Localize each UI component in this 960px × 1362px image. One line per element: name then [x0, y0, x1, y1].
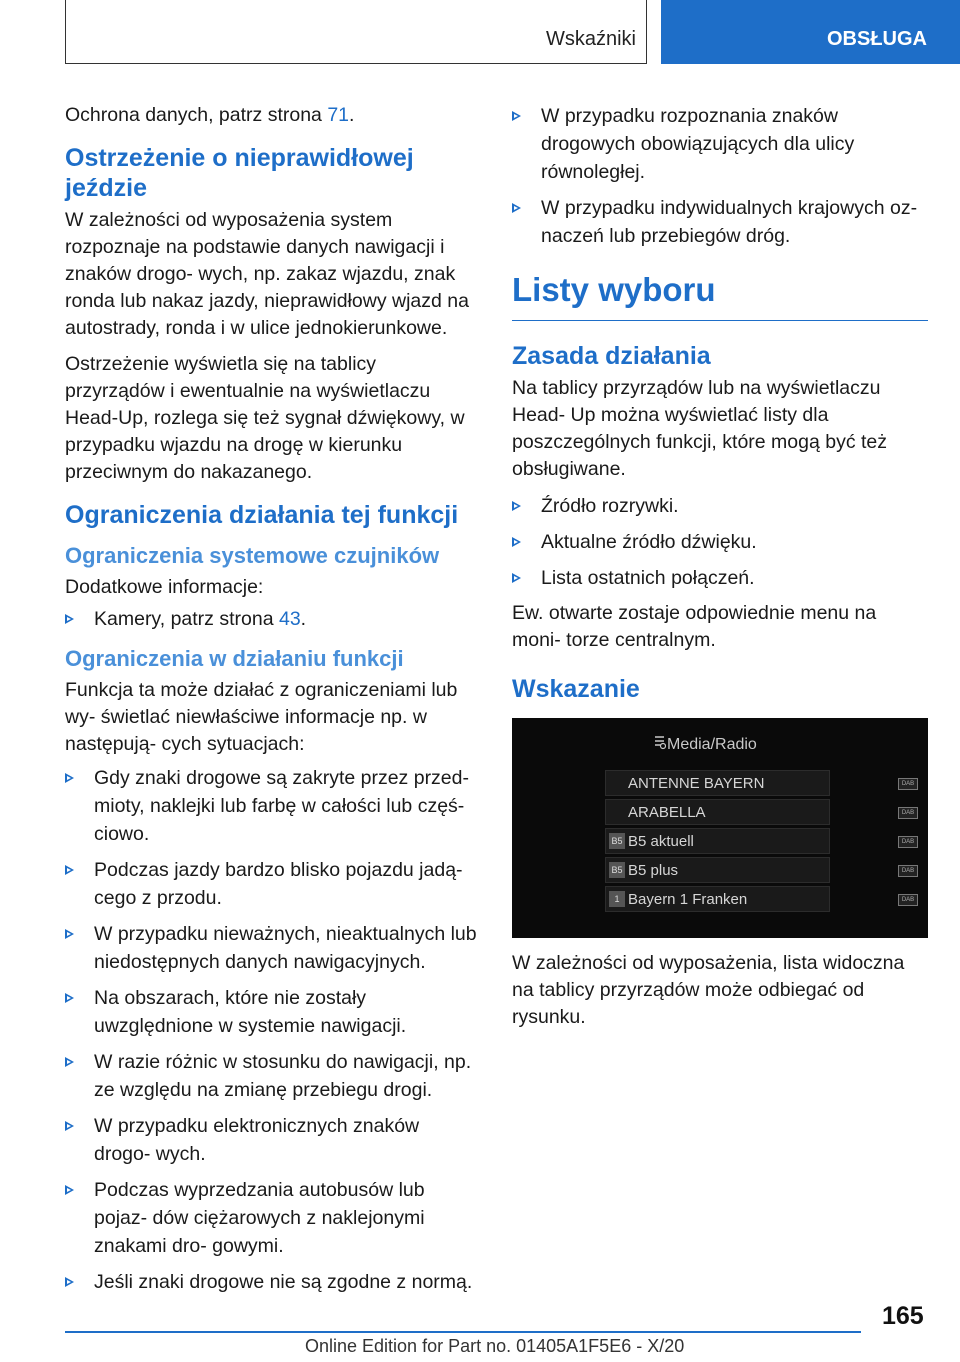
triangle-bullet-icon	[512, 111, 521, 121]
dab-badge: DAB	[898, 894, 918, 906]
header-section-title: Wskaźniki	[545, 28, 636, 50]
paragraph-central-monitor: Ew. otwarte zostaje odpowiednie menu na moni- torze centralnym.	[512, 602, 877, 651]
figure-caption: W zależności od wyposażenia, lista widoczna na tablicy przyrządów może odbiegać od rysunku.	[512, 952, 905, 1028]
station-list	[605, 770, 915, 915]
station-logo: B5	[609, 833, 625, 849]
list-item: Aktualne źródło dźwięku.	[512, 528, 928, 556]
triangle-bullet-icon	[512, 573, 521, 583]
right-column	[512, 102, 928, 1040]
heading-function-limits: Ograniczenia działania tej funkcji	[65, 501, 459, 529]
triangle-bullet-icon	[65, 1277, 74, 1287]
triangle-bullet-icon	[512, 537, 521, 547]
list-item: W przypadku indywidualnych krajowych oz- naczeń lub przebiegów dróg.	[512, 194, 928, 250]
left-column	[65, 102, 478, 1304]
list-item: Źródło rozrywki.	[512, 492, 928, 520]
heading-sensor-limits: Ograniczenia systemowe czujników	[65, 543, 440, 568]
station-row	[605, 857, 915, 883]
dab-badge: DAB	[898, 778, 918, 790]
selection-list-types	[512, 492, 928, 592]
list-item: Gdy znaki drogowe są zakryte przez przed- mioty, naklejki lub farbę w całości lub częś- ciowo.	[65, 764, 478, 848]
footer-edition: Online Edition for Part no. 01405A1F5E6 - X/20	[305, 1336, 685, 1356]
paragraph-principle: Na tablicy przyrządów lub na wyświetlaczu Head- Up można wyświetlać listy dla poszczególnych funkcji, które mogą być też obsługiwane.	[512, 377, 888, 480]
triangle-bullet-icon	[512, 203, 521, 213]
header-chapter-tab	[661, 0, 960, 64]
paragraph-wrong-way-2: Ostrzeżenie wyświetla się na tablicy przyrządów i ewentualnie na wyświetlaczu Head-Up, rozlega się też sygnał dźwiękowy, w przypadku wjazdu na drogę w kierunku przeciwnym do nakazanego.	[65, 353, 465, 483]
station-logo: B5	[609, 862, 625, 878]
continued-limits-list	[512, 102, 928, 250]
list-item: Podczas wyprzedzania autobusów lub pojaz- dów ciężarowych z naklejonymi znakami dro- gowymi.	[65, 1176, 478, 1260]
list-item: Lista ostatnich połączeń.	[512, 564, 928, 592]
heading-display: Wskazanie	[512, 675, 640, 703]
triangle-bullet-icon	[65, 993, 74, 1003]
station-logo: 1	[609, 891, 625, 907]
heading-wrong-way-warning: Ostrzeżenie o nieprawidłowej jeździe	[65, 144, 414, 202]
page-link-43[interactable]: 43	[278, 608, 301, 630]
media-radio-icon	[654, 734, 666, 750]
list-item: Kamery, patrz strona 43.	[65, 605, 478, 633]
triangle-bullet-icon	[512, 501, 521, 511]
station-label: B5 aktuell	[628, 833, 694, 850]
station-row	[605, 770, 915, 796]
triangle-bullet-icon	[65, 865, 74, 875]
list-item: Podczas jazdy bardzo blisko pojazdu jadą- cego z przodu.	[65, 856, 478, 912]
limits-list	[65, 764, 478, 1296]
list-item: Na obszarach, które nie zostały uwzględnione w systemie nawigacji.	[65, 984, 478, 1040]
dab-badge: DAB	[898, 865, 918, 877]
intro-paragraph: Ochrona danych, patrz strona 71.	[65, 104, 355, 126]
triangle-bullet-icon	[65, 773, 74, 783]
station-row	[605, 886, 915, 912]
station-label: B5 plus	[628, 862, 679, 879]
footer-divider	[65, 1331, 861, 1333]
station-label: ANTENNE BAYERN	[628, 775, 765, 792]
triangle-bullet-icon	[65, 1057, 74, 1067]
paragraph-wrong-way-1: W zależności od wyposażenia system rozpoznaje na podstawie danych nawigacji i znaków drogo- wych, np. zakaz wjazdu, znak ronda lub nakaz jazdy, nieprawidłowy wjazd na autostrady, ronda i w ulice jednokierunkowe.	[65, 209, 469, 339]
page-number: 165	[882, 1302, 924, 1330]
page-link-71[interactable]: 71	[327, 104, 350, 126]
triangle-bullet-icon	[65, 1185, 74, 1195]
station-label: ARABELLA	[628, 804, 706, 821]
list-item: W razie różnic w stosunku do nawigacji, np. ze względu na zmianę przebiegu drogi.	[65, 1048, 478, 1104]
heading-selection-lists: Listy wyboru	[512, 268, 928, 321]
list-item: W przypadku elektronicznych znaków drogo- wych.	[65, 1112, 478, 1168]
triangle-bullet-icon	[65, 929, 74, 939]
list-item: W przypadku nieważnych, nieaktualnych lub niedostępnych danych nawigacyjnych.	[65, 920, 478, 976]
heading-operation-limits: Ograniczenia w działaniu funkcji	[65, 646, 404, 671]
paragraph-operation-limits: Funkcja ta może działać z ograniczeniami lub wy- świetlać niewłaściwe informacje np. w następują- cych sytuacjach:	[65, 679, 458, 755]
dab-badge: DAB	[898, 836, 918, 848]
station-row	[605, 828, 915, 854]
header-chapter-label: OBSŁUGA	[827, 28, 927, 50]
screen-title: Media/Radio	[667, 736, 757, 753]
paragraph-more-info: Dodatkowe informacje:	[65, 576, 264, 598]
list-item: Jeśli znaki drogowe nie są zgodne z normą.	[65, 1268, 478, 1296]
sensor-list	[65, 605, 478, 633]
triangle-bullet-icon	[65, 614, 74, 624]
triangle-bullet-icon	[65, 1121, 74, 1131]
list-item: W przypadku rozpoznania znaków drogowych obowiązujących dla ulicy równoległej.	[512, 102, 928, 186]
station-label: Bayern 1 Franken	[628, 891, 748, 908]
instrument-cluster-screenshot	[512, 718, 928, 938]
dab-badge: DAB	[898, 807, 918, 819]
station-row	[605, 799, 915, 825]
heading-principle: Zasada działania	[512, 342, 711, 370]
